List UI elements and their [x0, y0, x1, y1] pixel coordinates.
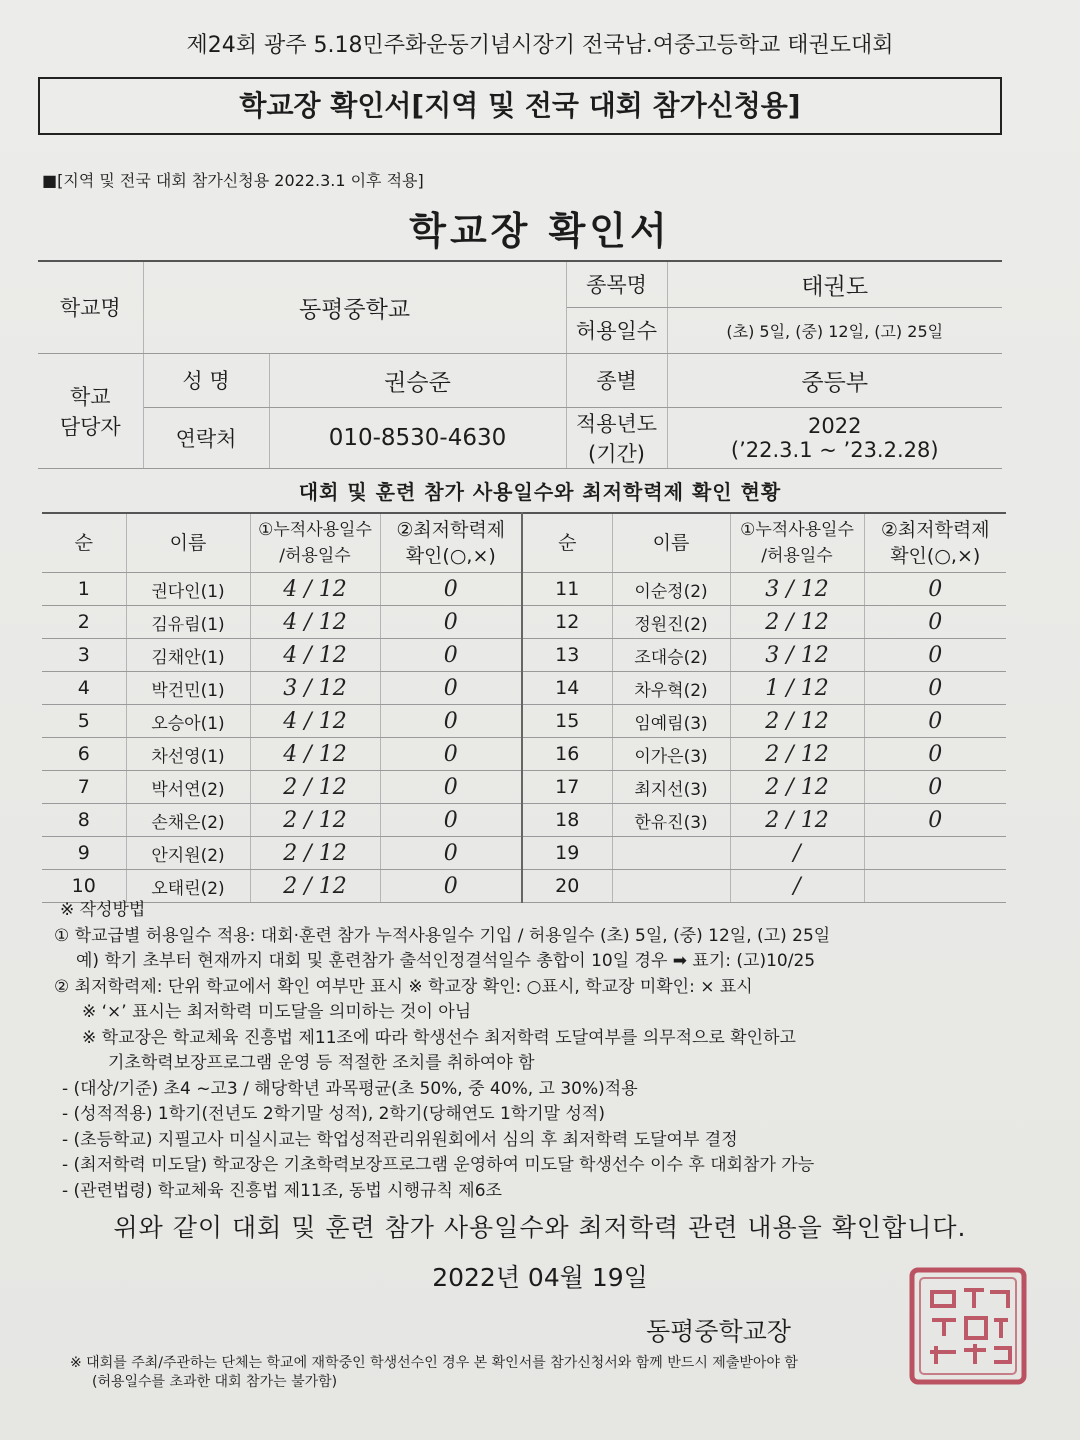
record-check: 0: [864, 738, 1006, 771]
record-name: 조대승(2): [612, 639, 730, 672]
record-name: 차선영(1): [126, 738, 250, 771]
record-days: 3 / 12: [730, 639, 864, 672]
footnote: [70, 1354, 1030, 1392]
table-row: [42, 573, 1006, 606]
table-row: [42, 639, 1006, 672]
school-info-table: [38, 260, 1002, 469]
record-days: 4 / 12: [250, 738, 380, 771]
record-no: 16: [522, 738, 612, 771]
header-days-right: [730, 513, 864, 573]
name-value: 권승준: [269, 353, 566, 407]
record-check: 0: [864, 804, 1006, 837]
record-name: 차우혁(2): [612, 672, 730, 705]
record-check: 0: [380, 804, 522, 837]
year-value-line1: 2022: [808, 413, 862, 438]
record-no: 20: [522, 870, 612, 903]
footnote-line2: (허용일수를 초과한 대회 참가는 불가함): [92, 1374, 338, 1390]
contact-value: 010-8530-4630: [269, 407, 566, 468]
header-acad-line1: ②최저학력제: [880, 519, 990, 541]
header-acad-line1: ②최저학력제: [396, 519, 506, 541]
record-name: 박건민(1): [126, 672, 250, 705]
record-days: 2 / 12: [250, 837, 380, 870]
instruction-line: ① 학교급별 허용일수 적용: 대회·훈련 참가 누적사용일수 기입 / 허용일수 (초) 5일, (중) 12일, (고) 25일: [54, 925, 831, 946]
record-name: 이순정(2): [612, 573, 730, 606]
event-title: 제24회 광주 5.18민주화운동기념시장기 전국남.여중고등학교 태권도대회: [186, 33, 894, 58]
record-check: 0: [864, 705, 1006, 738]
manager-label-line2: 담당자: [59, 414, 121, 439]
record-no: 11: [522, 573, 612, 606]
year-label-line1: 적용년도: [575, 411, 658, 436]
type-label: 종별: [566, 353, 667, 407]
record-days: 2 / 12: [730, 606, 864, 639]
record-no: 2: [42, 606, 126, 639]
footnote-line1: ※ 대회를 주최/주관하는 단체는 학교에 재학중인 학생선수인 경우 본 확인서를 참가신청서와 함께 반드시 제출받아야 함: [70, 1355, 798, 1371]
header-name-right: 이름: [612, 513, 730, 573]
issue-date: 2022년 04월 19일: [432, 1263, 648, 1292]
record-no: 15: [522, 705, 612, 738]
sport-value: 태권도: [667, 261, 1002, 307]
record-check: 0: [864, 606, 1006, 639]
instruction-line: - (관련법령) 학교체육 진흥법 제11조, 동법 시행규칙 제6조: [62, 1180, 502, 1201]
record-name: 이가은(3): [612, 738, 730, 771]
header-days-line2: /허용일수: [279, 546, 351, 566]
table-row: [42, 705, 1006, 738]
instruction-line: ※ 학교장은 학교체육 진흥법 제11조에 따라 학생선수 최저학력 도달여부를 의무적으로 확인하고: [82, 1027, 796, 1048]
record-days: 2 / 12: [250, 870, 380, 903]
record-days: 1 / 12: [730, 672, 864, 705]
instruction-line: 예) 학기 초부터 현재까지 대회 및 훈련참가 출석인정결석일수 총합이 10일 경우 ➡ 표기: (고)10/25: [76, 951, 816, 971]
manager-label: [38, 353, 143, 468]
school-name: 동평중학교: [143, 261, 566, 353]
period-value: (’22.3.1 ~ ’23.2.28): [730, 437, 939, 462]
record-no: 8: [42, 804, 126, 837]
record-check: 0: [380, 705, 522, 738]
header-acad-line2: 확인(○,×): [405, 545, 496, 567]
record-check: 0: [380, 870, 522, 903]
record-name: 김채안(1): [126, 639, 250, 672]
boxed-title: 학교장 확인서[지역 및 전국 대회 참가신청용]: [38, 77, 1002, 135]
header-name-left: 이름: [126, 513, 250, 573]
record-check: [864, 837, 1006, 870]
record-check: 0: [864, 573, 1006, 606]
record-days: 4 / 12: [250, 606, 380, 639]
record-name: 한유진(3): [612, 804, 730, 837]
table-row: [42, 606, 1006, 639]
record-days: /: [730, 837, 864, 870]
record-check: 0: [380, 672, 522, 705]
confirmation-statement: 위와 같이 대회 및 훈련 참가 사용일수와 최저학력 관련 내용을 확인합니다.: [113, 1213, 967, 1242]
record-check: 0: [380, 606, 522, 639]
record-no: 17: [522, 771, 612, 804]
record-name: 안지원(2): [126, 837, 250, 870]
records-table: [42, 512, 1006, 903]
record-days: 2 / 12: [730, 771, 864, 804]
record-name: [612, 837, 730, 870]
table-row: [42, 672, 1006, 705]
contact-label: 연락처: [143, 407, 269, 468]
instruction-line: ※ ‘×’ 표시는 최저학력 미도달을 의미하는 것이 아님: [82, 1002, 472, 1022]
header-no-left: 순: [42, 513, 126, 573]
record-no: 10: [42, 870, 126, 903]
year-label: [566, 407, 667, 468]
writing-instructions: [46, 898, 1006, 1204]
record-no: 12: [522, 606, 612, 639]
year-value: [667, 407, 1002, 468]
record-days: 2 / 12: [730, 705, 864, 738]
record-no: 4: [42, 672, 126, 705]
record-no: 13: [522, 639, 612, 672]
school-label: 학교명: [38, 261, 143, 353]
instruction-line: - (대상/기준) 초4 ~고3 / 해당학년 과목평균(초 50%, 중 40%, 고 30%)적용: [62, 1078, 638, 1099]
header-days-left: [250, 513, 380, 573]
record-days: /: [730, 870, 864, 903]
instruction-line: - (최저학력 미도달) 학교장은 기초학력보장프로그램 운영하여 미도달 학생선수 이수 후 대회참가 가능: [62, 1155, 815, 1175]
table-row: [42, 738, 1006, 771]
record-name: 오태린(2): [126, 870, 250, 903]
record-name: 임예림(3): [612, 705, 730, 738]
record-no: 7: [42, 771, 126, 804]
record-check: 0: [380, 837, 522, 870]
instruction-line: 기초학력보장프로그램 운영 등 적절한 조치를 취하여야 함: [108, 1053, 535, 1073]
header-days-line1: ①누적사용일수: [740, 520, 854, 540]
record-name: 최지선(3): [612, 771, 730, 804]
instruction-line: ② 최저학력제: 단위 학교에서 확인 여부만 표시 ※ 학교장 확인: ○표시, 학교장 미확인: × 표시: [54, 976, 753, 997]
record-days: 4 / 12: [250, 573, 380, 606]
allowed-days-label: 허용일수: [566, 307, 667, 353]
record-days: 2 / 12: [250, 804, 380, 837]
record-days: 2 / 12: [250, 771, 380, 804]
record-days: 2 / 12: [730, 738, 864, 771]
year-label-line2: (기간): [588, 441, 645, 466]
instruction-line: - (성적적용) 1학기(전년도 2학기말 성적), 2학기(당해연도 1학기말 성적): [62, 1104, 605, 1124]
record-check: 0: [380, 639, 522, 672]
record-days: 4 / 12: [250, 639, 380, 672]
manager-label-line1: 학교: [69, 384, 111, 409]
record-no: 5: [42, 705, 126, 738]
record-check: 0: [380, 573, 522, 606]
record-name: 손채은(2): [126, 804, 250, 837]
header-acad-line2: 확인(○,×): [890, 545, 981, 567]
record-no: 18: [522, 804, 612, 837]
table-row: [42, 771, 1006, 804]
instruction-line: - (초등학교) 지필고사 미실시교는 학업성적관리위원회에서 심의 후 최저학력 도달여부 결정: [62, 1129, 738, 1150]
table-row: [42, 837, 1006, 870]
record-days: 3 / 12: [250, 672, 380, 705]
record-no: 3: [42, 639, 126, 672]
record-no: 14: [522, 672, 612, 705]
record-days: 4 / 12: [250, 705, 380, 738]
record-check: 0: [864, 672, 1006, 705]
record-name: 박서연(2): [126, 771, 250, 804]
record-no: 9: [42, 837, 126, 870]
header-days-line2: /허용일수: [761, 546, 833, 566]
header-no-right: 순: [522, 513, 612, 573]
instruction-line: ※ 작성방법: [60, 900, 146, 920]
main-title: 학교장 확인서: [409, 209, 671, 253]
table-row: [42, 804, 1006, 837]
section-title: 대회 및 훈련 참가 사용일수와 최저학력제 확인 현황: [298, 480, 782, 504]
record-name: 오승아(1): [126, 705, 250, 738]
applicability-note: ■[지역 및 전국 대회 참가신청용 2022.3.1 이후 적용]: [42, 171, 424, 190]
record-days: 2 / 12: [730, 804, 864, 837]
record-check: 0: [380, 738, 522, 771]
record-name: 권다인(1): [126, 573, 250, 606]
principal-signature-line: 동평중학교장: [646, 1317, 791, 1346]
type-value: 중등부: [667, 353, 1002, 407]
record-no: 6: [42, 738, 126, 771]
allowed-days-value: (초) 5일, (중) 12일, (고) 25일: [667, 307, 1002, 353]
record-name: 김유림(1): [126, 606, 250, 639]
name-label: 성 명: [143, 353, 269, 407]
header-acad-right: [864, 513, 1006, 573]
record-check: 0: [864, 771, 1006, 804]
record-name: 정원진(2): [612, 606, 730, 639]
record-no: 19: [522, 837, 612, 870]
sport-label: 종목명: [566, 261, 667, 307]
header-days-line1: ①누적사용일수: [258, 520, 372, 540]
record-no: 1: [42, 573, 126, 606]
record-check: 0: [380, 771, 522, 804]
record-check: 0: [864, 639, 1006, 672]
record-days: 3 / 12: [730, 573, 864, 606]
header-acad-left: [380, 513, 522, 573]
